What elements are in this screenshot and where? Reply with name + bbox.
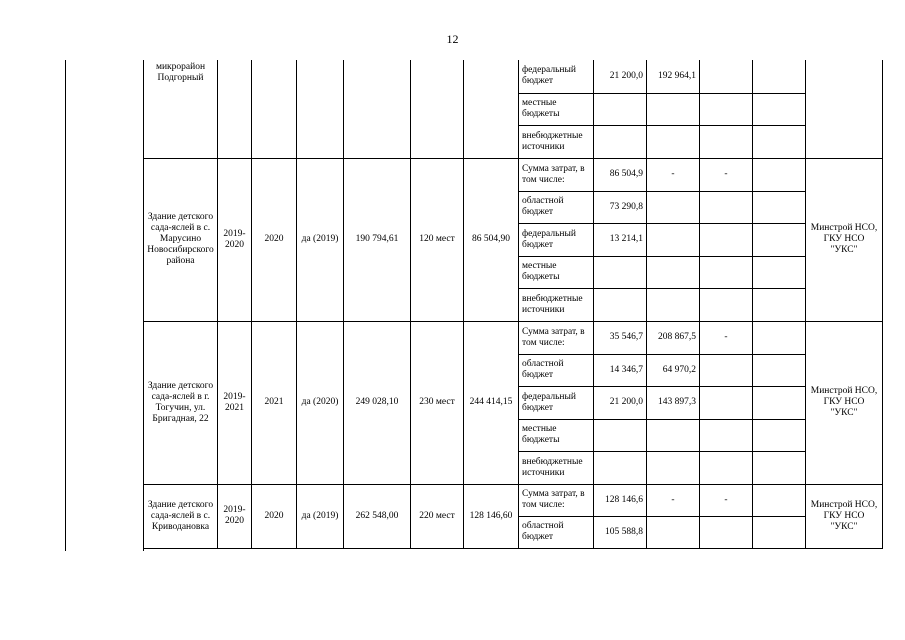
amount-year3 bbox=[700, 256, 753, 288]
cost-cell bbox=[344, 60, 411, 158]
page-number: 12 bbox=[446, 32, 459, 46]
funding-source: местные бюджеты bbox=[519, 93, 594, 125]
amount-year3 bbox=[700, 93, 753, 125]
funding-source: местные бюджеты bbox=[519, 256, 594, 288]
psd-cell bbox=[297, 60, 344, 158]
funding-source: федеральный бюджет bbox=[519, 386, 594, 419]
amount-year1: 21 200,0 bbox=[594, 386, 647, 419]
remaining-cell: 244 414,15 bbox=[464, 321, 519, 484]
amount-year4 bbox=[753, 288, 806, 321]
amount-year4 bbox=[753, 484, 806, 516]
amount-year1 bbox=[594, 419, 647, 451]
amount-year2 bbox=[647, 256, 700, 288]
funding-source: Сумма затрат, в том числе: bbox=[519, 321, 594, 354]
end-year-cell: 2021 bbox=[252, 321, 297, 484]
amount-year3 bbox=[700, 191, 753, 223]
object-name: Здание детского сада-яслей в г. Тогучин, ул. Бригадная, 22 bbox=[144, 321, 218, 484]
amount-year2 bbox=[647, 516, 700, 548]
left-margin-rule bbox=[65, 60, 66, 551]
funding-source: внебюджетные источники bbox=[519, 288, 594, 321]
responsible-cell: Минстрой НСО, ГКУ НСО "УКС" bbox=[806, 321, 883, 484]
funding-source: областной бюджет bbox=[519, 516, 594, 548]
amount-year3 bbox=[700, 419, 753, 451]
amount-year2 bbox=[647, 419, 700, 451]
capacity-cell: 220 мест bbox=[411, 484, 464, 548]
amount-year3 bbox=[700, 386, 753, 419]
amount-year2 bbox=[647, 93, 700, 125]
amount-year4 bbox=[753, 451, 806, 484]
period-cell: 2019-2021 bbox=[218, 321, 252, 484]
remaining-cell bbox=[464, 60, 519, 158]
amount-year4 bbox=[753, 386, 806, 419]
funding-source: областной бюджет bbox=[519, 354, 594, 386]
end-year-cell bbox=[252, 60, 297, 158]
psd-cell: да (2019) bbox=[297, 158, 344, 321]
object-name: Здание детского сада-яслей в с. Криводановка bbox=[144, 484, 218, 548]
amount-year4 bbox=[753, 223, 806, 256]
amount-year2 bbox=[647, 288, 700, 321]
amount-year4 bbox=[753, 125, 806, 158]
capacity-cell: 120 мест bbox=[411, 158, 464, 321]
amount-year1: 128 146,6 bbox=[594, 484, 647, 516]
table-row bbox=[144, 484, 883, 516]
funding-source: внебюджетные источники bbox=[519, 451, 594, 484]
cost-cell: 249 028,10 bbox=[344, 321, 411, 484]
amount-year1: 73 290,8 bbox=[594, 191, 647, 223]
construction-budget-table bbox=[143, 60, 883, 549]
table-row bbox=[144, 321, 883, 354]
responsible-cell bbox=[806, 60, 883, 158]
amount-year4 bbox=[753, 158, 806, 191]
amount-year4 bbox=[753, 321, 806, 354]
amount-year1: 86 504,9 bbox=[594, 158, 647, 191]
amount-year1: 14 346,7 bbox=[594, 354, 647, 386]
funding-source: Сумма затрат, в том числе: bbox=[519, 158, 594, 191]
amount-year2: 64 970,2 bbox=[647, 354, 700, 386]
amount-year1 bbox=[594, 93, 647, 125]
remaining-cell: 128 146,60 bbox=[464, 484, 519, 548]
period-cell: 2019-2020 bbox=[218, 158, 252, 321]
remaining-cell: 86 504,90 bbox=[464, 158, 519, 321]
funding-source: областной бюджет bbox=[519, 191, 594, 223]
amount-year2: 208 867,5 bbox=[647, 321, 700, 354]
amount-year2 bbox=[647, 191, 700, 223]
amount-year2: - bbox=[647, 158, 700, 191]
amount-year2 bbox=[647, 451, 700, 484]
amount-year2 bbox=[647, 125, 700, 158]
amount-year3: - bbox=[700, 484, 753, 516]
responsible-cell: Минстрой НСО, ГКУ НСО "УКС" bbox=[806, 484, 883, 548]
amount-year1 bbox=[594, 451, 647, 484]
period-cell bbox=[218, 60, 252, 158]
end-year-cell: 2020 bbox=[252, 158, 297, 321]
amount-year1: 13 214,1 bbox=[594, 223, 647, 256]
amount-year4 bbox=[753, 191, 806, 223]
amount-year3 bbox=[700, 288, 753, 321]
funding-source: внебюджетные источники bbox=[519, 125, 594, 158]
psd-cell: да (2019) bbox=[297, 484, 344, 548]
amount-year2: - bbox=[647, 484, 700, 516]
object-name: микрорайон Подгорный bbox=[144, 60, 218, 158]
cost-cell: 262 548,00 bbox=[344, 484, 411, 548]
amount-year3 bbox=[700, 354, 753, 386]
amount-year3: - bbox=[700, 321, 753, 354]
amount-year3: - bbox=[700, 158, 753, 191]
amount-year3 bbox=[700, 125, 753, 158]
table-row bbox=[144, 60, 883, 93]
amount-year3 bbox=[700, 451, 753, 484]
capacity-cell bbox=[411, 60, 464, 158]
amount-year4 bbox=[753, 60, 806, 93]
object-name: Здание детского сада-яслей в с. Марусино Новосибирского района bbox=[144, 158, 218, 321]
psd-cell: да (2020) bbox=[297, 321, 344, 484]
amount-year4 bbox=[753, 419, 806, 451]
amount-year4 bbox=[753, 354, 806, 386]
amount-year1 bbox=[594, 125, 647, 158]
amount-year1: 35 546,7 bbox=[594, 321, 647, 354]
amount-year1 bbox=[594, 288, 647, 321]
amount-year1: 21 200,0 bbox=[594, 60, 647, 93]
amount-year4 bbox=[753, 256, 806, 288]
funding-source: Сумма затрат, в том числе: bbox=[519, 484, 594, 516]
table-row bbox=[144, 158, 883, 191]
amount-year2: 192 964,1 bbox=[647, 60, 700, 93]
amount-year3 bbox=[700, 223, 753, 256]
amount-year4 bbox=[753, 93, 806, 125]
capacity-cell: 230 мест bbox=[411, 321, 464, 484]
amount-year2 bbox=[647, 223, 700, 256]
funding-source: местные бюджеты bbox=[519, 419, 594, 451]
end-year-cell: 2020 bbox=[252, 484, 297, 548]
amount-year1 bbox=[594, 256, 647, 288]
amount-year3 bbox=[700, 516, 753, 548]
amount-year1: 105 588,8 bbox=[594, 516, 647, 548]
funding-source: федеральный бюджет bbox=[519, 60, 594, 93]
amount-year4 bbox=[753, 516, 806, 548]
cost-cell: 190 794,61 bbox=[344, 158, 411, 321]
responsible-cell: Минстрой НСО, ГКУ НСО "УКС" bbox=[806, 158, 883, 321]
amount-year3 bbox=[700, 60, 753, 93]
period-cell: 2019-2020 bbox=[218, 484, 252, 548]
funding-source: федеральный бюджет bbox=[519, 223, 594, 256]
amount-year2: 143 897,3 bbox=[647, 386, 700, 419]
